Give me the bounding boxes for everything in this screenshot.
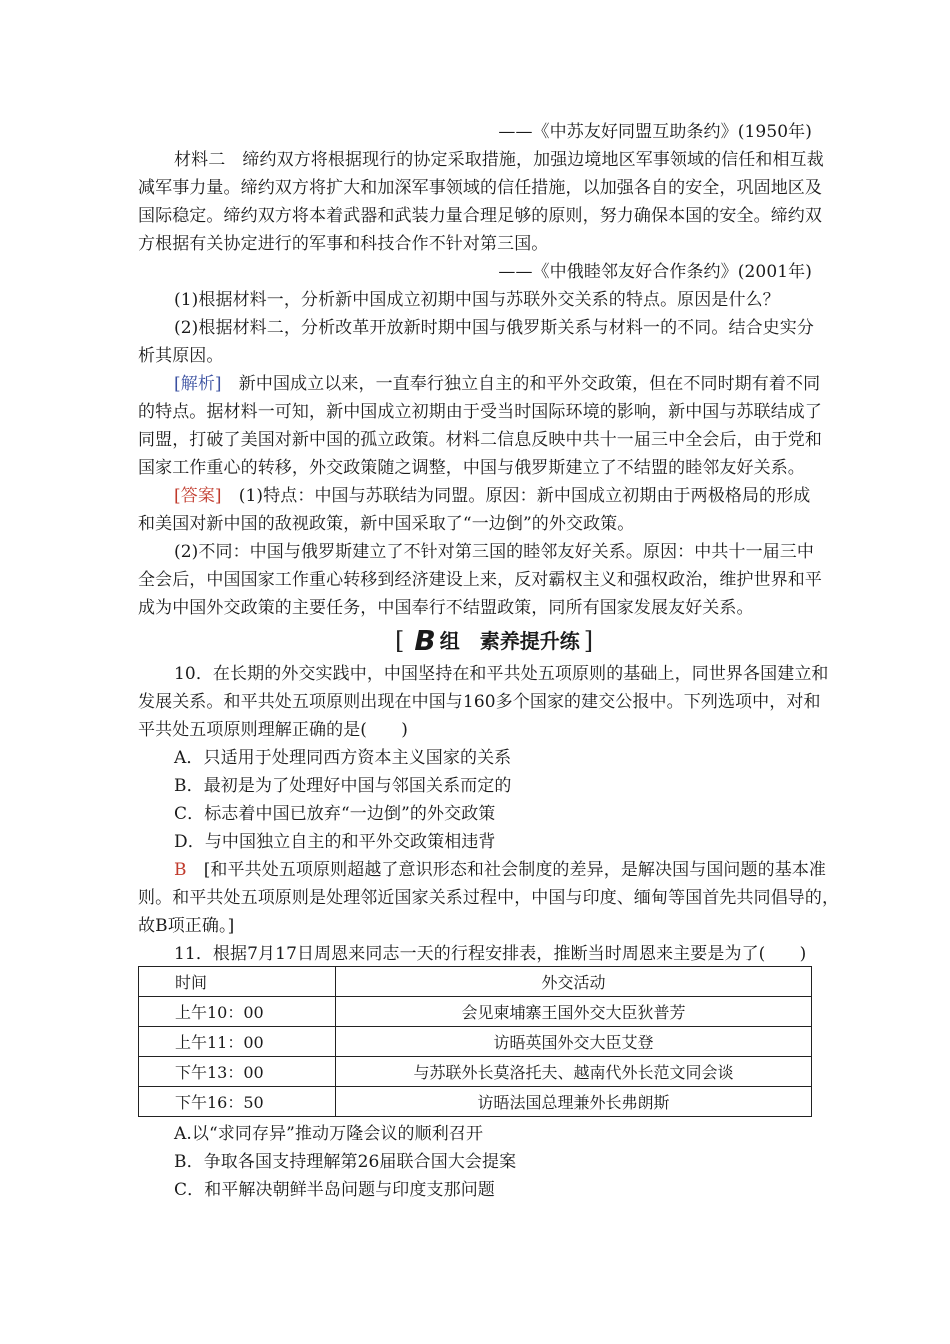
answer-line: 和美国对新中国的敌视政策，新中国采取了“一边倒”的外交政策。 — [138, 514, 635, 534]
q10-option-c: C．标志着中国已放弃“一边倒”的外交政策 — [174, 804, 496, 824]
table-cell-activity: 访晤英国外交大臣艾登 — [336, 1027, 812, 1057]
q10-stem: 发展关系。和平共处五项原则出现在中国与160多个国家的建交公报中。下列选项中，对和 — [138, 692, 821, 712]
q10-answer-letter: B — [174, 860, 187, 880]
material2-line: 方根据有关协定进行的军事和科技合作不针对第三国。 — [138, 234, 549, 254]
material2-line: 减军事力量。缔约双方将扩大和加深军事领域的信任措施，以加强各自的安全，巩固地区及 — [138, 178, 822, 198]
q10-stem: 10．在长期的外交实践中，中国坚持在和平共处五项原则的基础上，同世界各国建立和 — [174, 664, 829, 684]
analysis-line: 的特点。据材料一可知，新中国成立初期由于受当时国际环境的影响，新中国与苏联结成了 — [138, 402, 822, 422]
material1-source: ——《中苏友好同盟互助条约》(1950年) — [498, 122, 812, 142]
material2-line: 国际稳定。缔约双方将本着武器和武装力量合理足够的原则，努力确保本国的安全。缔约双 — [138, 206, 822, 226]
analysis-line: 同盟，打破了美国对新中国的孤立政策。材料二信息反映中共十一届三中全会后，由于党和 — [138, 430, 822, 450]
table-cell-activity: 访晤法国总理兼外长弗朗斯 — [336, 1087, 812, 1117]
section-bracket-close: ] — [583, 627, 594, 655]
table-cell-activity: 会见柬埔寨王国外交大臣狄普芳 — [336, 997, 812, 1027]
section-bracket-open: [ — [395, 627, 405, 655]
table-header-activity: 外交活动 — [336, 967, 812, 997]
table-row — [139, 1087, 812, 1117]
table-header-time: 时间 — [139, 967, 336, 997]
answer-line: 全会后，中国国家工作重心转移到经济建设上来，反对霸权主义和强权政治，维护世界和平 — [138, 570, 822, 590]
question-2-cont: 析其原因。 — [138, 346, 224, 366]
q11-option-a: A.以“求同存异”推动万隆会议的顺利召开 — [174, 1124, 484, 1144]
table-row — [139, 1057, 812, 1087]
q11-stem: 11．根据7月17日周恩来同志一天的行程安排表，推断当时周恩来主要是为了( ) — [174, 944, 807, 964]
schedule-table — [138, 966, 812, 1117]
q10-explanation-line: 故B项正确。] — [138, 916, 235, 936]
table-header-row — [139, 967, 812, 997]
analysis-line: 国家工作重心的转移，外交政策随之调整，中国与俄罗斯建立了不结盟的睦邻友好关系。 — [138, 458, 805, 478]
q10-stem: 平共处五项原则理解正确的是( ) — [138, 720, 408, 740]
table-row — [139, 1027, 812, 1057]
material2-line: 材料二 缔约双方将根据现行的协定采取措施，加强边境地区军事领域的信任和相互裁 — [174, 150, 824, 170]
analysis-first-line: [解析] 新中国成立以来，一直奉行独立自主的和平外交政策，但在不同时期有着不同 — [174, 374, 821, 394]
table-cell-activity: 与苏联外长莫洛托夫、越南代外长范文同会谈 — [336, 1057, 812, 1087]
q10-explanation-line: B [和平共处五项原则超越了意识形态和社会制度的差异，是解决国与国问题的基本准 — [174, 860, 827, 880]
table-cell-time: 上午11：00 — [139, 1027, 336, 1057]
section-title: 组 素养提升练 — [439, 629, 580, 653]
q10-option-a: A．只适用于处理同西方资本主义国家的关系 — [174, 748, 512, 768]
question-1: (1)根据材料一，分析新中国成立初期中国与苏联外交关系的特点。原因是什么？ — [174, 290, 780, 310]
question-2: (2)根据材料二，分析改革开放新时期中国与俄罗斯关系与材料一的不同。结合史实分 — [174, 318, 814, 338]
section-header-b — [395, 624, 595, 658]
q10-option-d: D．与中国独立自主的和平外交政策相违背 — [174, 832, 496, 852]
answer-line: (2)不同：中国与俄罗斯建立了不针对第三国的睦邻友好关系。原因：中共十一届三中 — [174, 542, 814, 562]
table-cell-time: 下午13：00 — [139, 1057, 336, 1087]
analysis-tag: [解析] — [174, 374, 222, 394]
answer-tag: [答案] — [174, 486, 222, 506]
table-row — [139, 997, 812, 1027]
table-cell-time: 上午10：00 — [139, 997, 336, 1027]
q11-option-b: B．争取各国支持理解第26届联合国大会提案 — [174, 1152, 517, 1172]
q10-explanation-line: 则。和平共处五项原则是处理邻近国家关系过程中，中国与印度、缅甸等国首先共同倡导的， — [138, 888, 840, 908]
answer-line: 成为中国外交政策的主要任务，中国奉行不结盟政策，同所有国家发展友好关系。 — [138, 598, 754, 618]
q10-option-b: B．最初是为了处理好中国与邻国关系而定的 — [174, 776, 512, 796]
answer-first-line: [答案] (1)特点：中国与苏联结为同盟。原因：新中国成立初期由于两极格局的形成 — [174, 486, 811, 506]
section-letter: B — [414, 624, 436, 657]
material2-source: ——《中俄睦邻友好合作条约》(2001年) — [498, 262, 812, 282]
table-cell-time: 下午16：50 — [139, 1087, 336, 1117]
q11-option-c: C．和平解决朝鲜半岛问题与印度支那问题 — [174, 1180, 495, 1200]
